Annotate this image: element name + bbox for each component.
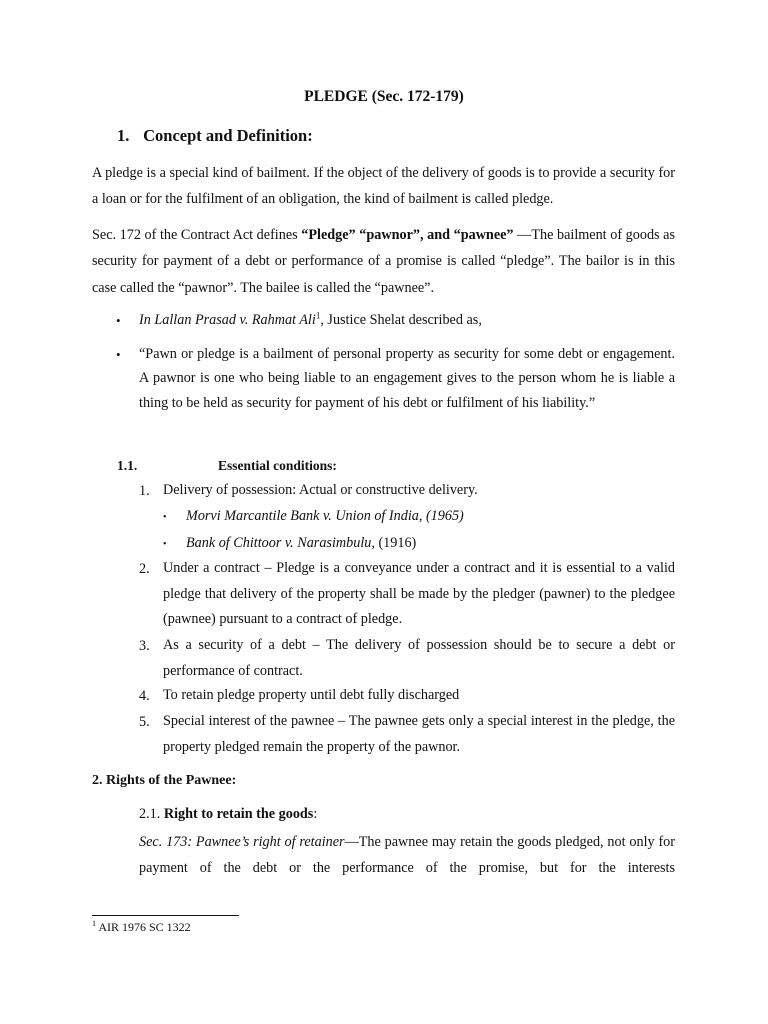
list-item-number: 3. bbox=[139, 638, 150, 654]
section-173-text: —The pawnee may retain the goods pledged, not only for payment of the debt or the performance of the promise, but for the interests bbox=[139, 834, 675, 876]
section-172-text: —The bailment of goods as security for payment of a debt or performance of a promise is called “pledge”. The bailor is in this case called the “pawnor”. The bailee is called the “pawnee”. bbox=[92, 227, 675, 296]
list-item-number: 2. bbox=[139, 561, 150, 577]
subsection-1-1-number: 1.1. bbox=[117, 458, 138, 473]
list-item-text: Special interest of the pawnee – The pawnee gets only a special interest in the pledge, the property pledged remain the property of the pawnor. bbox=[163, 713, 675, 755]
footnote-text: AIR 1976 SC 1322 bbox=[96, 920, 191, 934]
list-item-text: As a security of a debt – The delivery of possession should be to secure a debt or performance of contract. bbox=[163, 637, 675, 679]
section-1-heading-text: Concept and Definition: bbox=[143, 126, 313, 145]
subsection-colon: : bbox=[313, 806, 318, 822]
section-172-defined-terms: “Pledge” “pawnor”, and “pawnee” bbox=[301, 227, 514, 243]
subsection-2-1-title: Right to retain the goods bbox=[163, 806, 314, 822]
quote-bullet: “Pawn or pledge is a bailment of personal property as security for some debt or engagement. A pawnor is one who being liable to an engagement gives to the person whom he is liable a thing to be held as security for payment of his debt or fulfilment of his liability.” bbox=[139, 346, 675, 411]
section-1-heading bbox=[117, 126, 313, 146]
definition-paragraph: A pledge is a special kind of bailment. If the object of the delivery of goods is to provide a security for a loan or for the fulfilment of an obligation, the kind of bailment is called pledge. bbox=[92, 165, 675, 208]
list-item-number: 5. bbox=[139, 714, 150, 730]
case-citation-bullet bbox=[139, 308, 675, 332]
subsection-separator: . bbox=[156, 806, 164, 822]
case-name: In Lallan Prasad v. Rahmat Ali bbox=[139, 312, 316, 328]
section-2-heading: 2. Rights of the Pawnee: bbox=[92, 773, 237, 788]
subsection-2-1-heading bbox=[139, 806, 317, 823]
list-item-number: 1. bbox=[139, 483, 150, 499]
bullet-icon: • bbox=[163, 539, 167, 550]
bullet-icon: • bbox=[116, 313, 121, 328]
section-173-title: Sec. 173: Pawnee’s right of retainer bbox=[139, 834, 345, 850]
section-172-prefix: Sec. 172 of the Contract Act defines bbox=[92, 227, 302, 243]
bullet-icon: • bbox=[116, 347, 121, 362]
footnote bbox=[92, 920, 191, 935]
list-item-text: To retain pledge property until debt fully discharged bbox=[163, 687, 460, 703]
subsection-2-1-number: 2.1 bbox=[139, 806, 157, 822]
footnote-divider bbox=[92, 915, 239, 916]
bullet-icon: • bbox=[163, 512, 167, 523]
list-item-number: 4. bbox=[139, 688, 150, 704]
page-title: PLEDGE (Sec. 172-179) bbox=[304, 88, 464, 105]
subsection-1-1-heading: Essential conditions: bbox=[218, 458, 337, 473]
list-item-text: Under a contract – Pledge is a conveyance under a contract and it is essential to a valid pledge that delivery of the property shall be made by the pledger (pawner) to the pledgee (pawnee) pursuant to a contract of pledge. bbox=[163, 560, 675, 627]
section-172-paragraph bbox=[92, 222, 675, 301]
case-name: Morvi Marcantile Bank v. Union of India, (1965) bbox=[186, 508, 464, 524]
case-description: , Justice Shelat described as, bbox=[320, 312, 482, 328]
case-item bbox=[186, 508, 464, 525]
section-173-paragraph bbox=[139, 830, 675, 881]
list-item-text: Delivery of possession: Actual or constructive delivery. bbox=[163, 482, 478, 498]
footnote-ref: 1 bbox=[315, 310, 321, 321]
footnote-number: 1 bbox=[92, 919, 96, 928]
case-year: (1916) bbox=[374, 535, 417, 551]
case-item bbox=[186, 535, 416, 552]
case-name: Bank of Chittoor v. Narasimbulu, bbox=[186, 535, 375, 551]
section-1-number: 1. bbox=[117, 126, 130, 145]
